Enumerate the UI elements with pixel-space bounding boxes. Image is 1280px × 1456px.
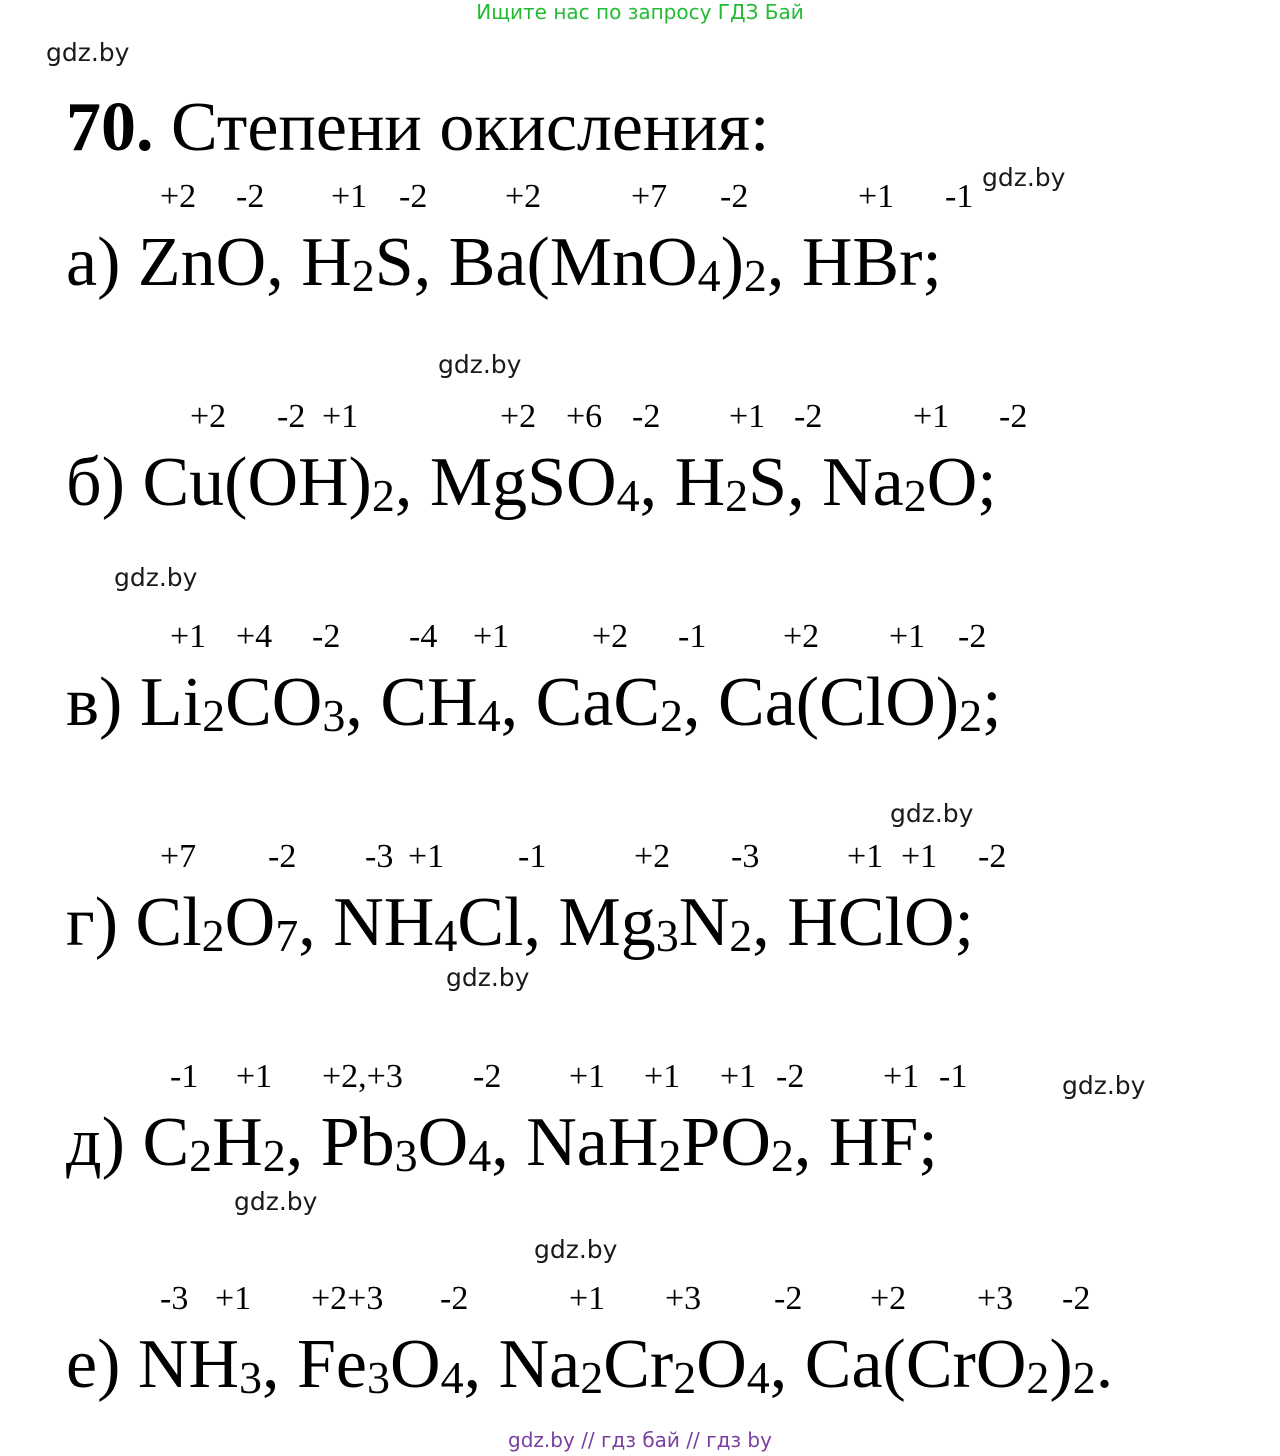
ox-state: +1 — [847, 838, 884, 875]
ox-state: -1 — [518, 838, 547, 875]
subscript: 4 — [468, 1130, 492, 1181]
ox-state: +1 — [170, 618, 207, 655]
watermark: gdz.by — [46, 38, 130, 67]
formula-line — [66, 444, 997, 521]
ox-state: +1 — [913, 398, 950, 435]
item-label: в) — [66, 664, 123, 741]
ox-state: -1 — [939, 1058, 968, 1095]
watermark: gdz.by — [438, 350, 522, 379]
ox-state: -1 — [678, 618, 707, 655]
ox-state: +1 — [408, 838, 445, 875]
formula-line — [66, 884, 974, 961]
ox-state: -2 — [236, 178, 265, 215]
subscript: 2 — [770, 1130, 794, 1181]
ox-state: -3 — [731, 838, 760, 875]
subscript: 2 — [729, 910, 753, 961]
ox-state: -2 — [312, 618, 341, 655]
watermark: gdz.by — [534, 1235, 618, 1264]
subscript: 2 — [959, 690, 983, 741]
ox-state: -1 — [170, 1058, 199, 1095]
top-banner: Ищите нас по запросу ГДЗ Бай — [476, 0, 804, 24]
ox-state: -2 — [399, 178, 428, 215]
ox-state: +6 — [566, 398, 603, 435]
subscript: 3 — [394, 1130, 418, 1181]
formula-line — [66, 224, 942, 301]
ox-state: -2 — [999, 398, 1028, 435]
subscript: 4 — [434, 910, 458, 961]
ox-state: +1 — [331, 178, 368, 215]
ox-state: -2 — [978, 838, 1007, 875]
ox-state: +2 — [870, 1280, 907, 1317]
subscript: 2 — [725, 470, 749, 521]
subscript: 4 — [440, 1352, 464, 1403]
subscript: 2 — [660, 690, 684, 741]
formula-line — [66, 1326, 1114, 1403]
subscript: 2 — [1072, 1352, 1096, 1403]
subscript: 3 — [655, 910, 679, 961]
page-title — [66, 88, 770, 168]
ox-state: -2 — [268, 838, 297, 875]
subscript: 2 — [202, 690, 226, 741]
ox-state: +2 — [634, 838, 671, 875]
subscript: 4 — [697, 250, 721, 301]
ox-state: +2 — [505, 178, 542, 215]
watermark: gdz.by — [982, 163, 1066, 192]
ox-state: +1 — [889, 618, 926, 655]
ox-state: +2 — [592, 618, 629, 655]
subscript: 4 — [477, 690, 501, 741]
ox-state: +2,+3 — [322, 1058, 403, 1095]
ox-state: +1 — [569, 1058, 606, 1095]
subscript: 2 — [262, 1130, 286, 1181]
ox-state: -2 — [277, 398, 306, 435]
ox-state: +2 — [190, 398, 227, 435]
ox-state: +1 — [729, 398, 766, 435]
ox-state: +7 — [160, 838, 197, 875]
ox-state: -2 — [1062, 1280, 1091, 1317]
ox-state: +1 — [322, 398, 359, 435]
ox-state: +1 — [883, 1058, 920, 1095]
subscript: 3 — [322, 690, 346, 741]
subscript: 7 — [275, 910, 299, 961]
ox-state: -2 — [958, 618, 987, 655]
subscript: 4 — [746, 1352, 770, 1403]
ox-state: +2+3 — [311, 1280, 384, 1317]
ox-state: -4 — [409, 618, 438, 655]
subscript: 3 — [239, 1352, 262, 1403]
task-number: 70. — [66, 89, 154, 166]
ox-state: -2 — [440, 1280, 469, 1317]
watermark: gdz.by — [114, 563, 198, 592]
footer-watermark: gdz.by // гдз бай // гдз by — [508, 1428, 772, 1452]
ox-state: -1 — [945, 178, 974, 215]
item-label: е) — [66, 1326, 121, 1403]
subscript: 2 — [743, 250, 767, 301]
subscript: 2 — [201, 910, 225, 961]
formula: $Cl_2O_7$, $NH_4Cl$, $Mg_3N_2$, HClO; — [135, 884, 974, 961]
ox-state: +1 — [901, 838, 938, 875]
formula: $Li_2CO_3$, $CH_4$, CaC$_2$, $Ca(ClO)_2$; — [139, 664, 1002, 741]
subscript: 2 — [673, 1352, 697, 1403]
ox-state: +1 — [569, 1280, 606, 1317]
subscript: 2 — [189, 1130, 213, 1181]
ox-state: +7 — [631, 178, 668, 215]
item-label: г) — [66, 884, 119, 961]
item-label: д) — [66, 1104, 125, 1181]
watermark: gdz.by — [446, 963, 530, 992]
ox-state: +1 — [473, 618, 510, 655]
item-label: а) — [66, 224, 121, 301]
formula: $C_2H_2$, $Pb_3O_4$, $NaH_2PO_2$, HF; — [142, 1104, 938, 1181]
ox-state: +1 — [215, 1280, 252, 1317]
subscript: 2 — [903, 470, 927, 521]
ox-state: +1 — [644, 1058, 681, 1095]
subscript: 2 — [658, 1130, 682, 1181]
ox-state: -3 — [365, 838, 394, 875]
ox-state: +4 — [236, 618, 273, 655]
ox-state: -2 — [632, 398, 661, 435]
ox-state: +2 — [500, 398, 537, 435]
ox-state: -2 — [774, 1280, 803, 1317]
ox-state: +1 — [236, 1058, 273, 1095]
watermark: gdz.by — [234, 1187, 318, 1216]
ox-state: -2 — [794, 398, 823, 435]
watermark: gdz.by — [890, 799, 974, 828]
subscript: 2 — [580, 1352, 604, 1403]
formula: $NH_3$, $Fe_3O_4$, $Na_2Cr_2O_4$, $Ca(CrO_2)_2$. — [137, 1326, 1114, 1403]
ox-state: -2 — [473, 1058, 502, 1095]
ox-state: +1 — [858, 178, 895, 215]
subscript: 2 — [351, 250, 375, 301]
subscript: 2 — [371, 470, 395, 521]
ox-state: +2 — [160, 178, 197, 215]
subscript: 3 — [367, 1352, 390, 1403]
ox-state: +3 — [977, 1280, 1014, 1317]
ox-state: +1 — [720, 1058, 757, 1095]
subscript: 2 — [1026, 1352, 1050, 1403]
formula-line — [66, 1104, 938, 1181]
ox-state: +2 — [783, 618, 820, 655]
item-label: б) — [66, 444, 125, 521]
formula: ZnO, $H_2S$, $Ba(MnO_4)_2$, HBr; — [137, 224, 942, 301]
formula-line — [66, 664, 1002, 741]
ox-state: -3 — [160, 1280, 189, 1317]
formula: $Cu(OH)_2$, MgSO$_4$, $H_2S$, $Na_2O$; — [142, 444, 997, 521]
subscript: 4 — [616, 470, 640, 521]
ox-state: -2 — [720, 178, 749, 215]
ox-state: -2 — [776, 1058, 805, 1095]
task-title: Степени окисления: — [171, 89, 770, 166]
watermark: gdz.by — [1062, 1071, 1146, 1100]
ox-state: +3 — [665, 1280, 702, 1317]
